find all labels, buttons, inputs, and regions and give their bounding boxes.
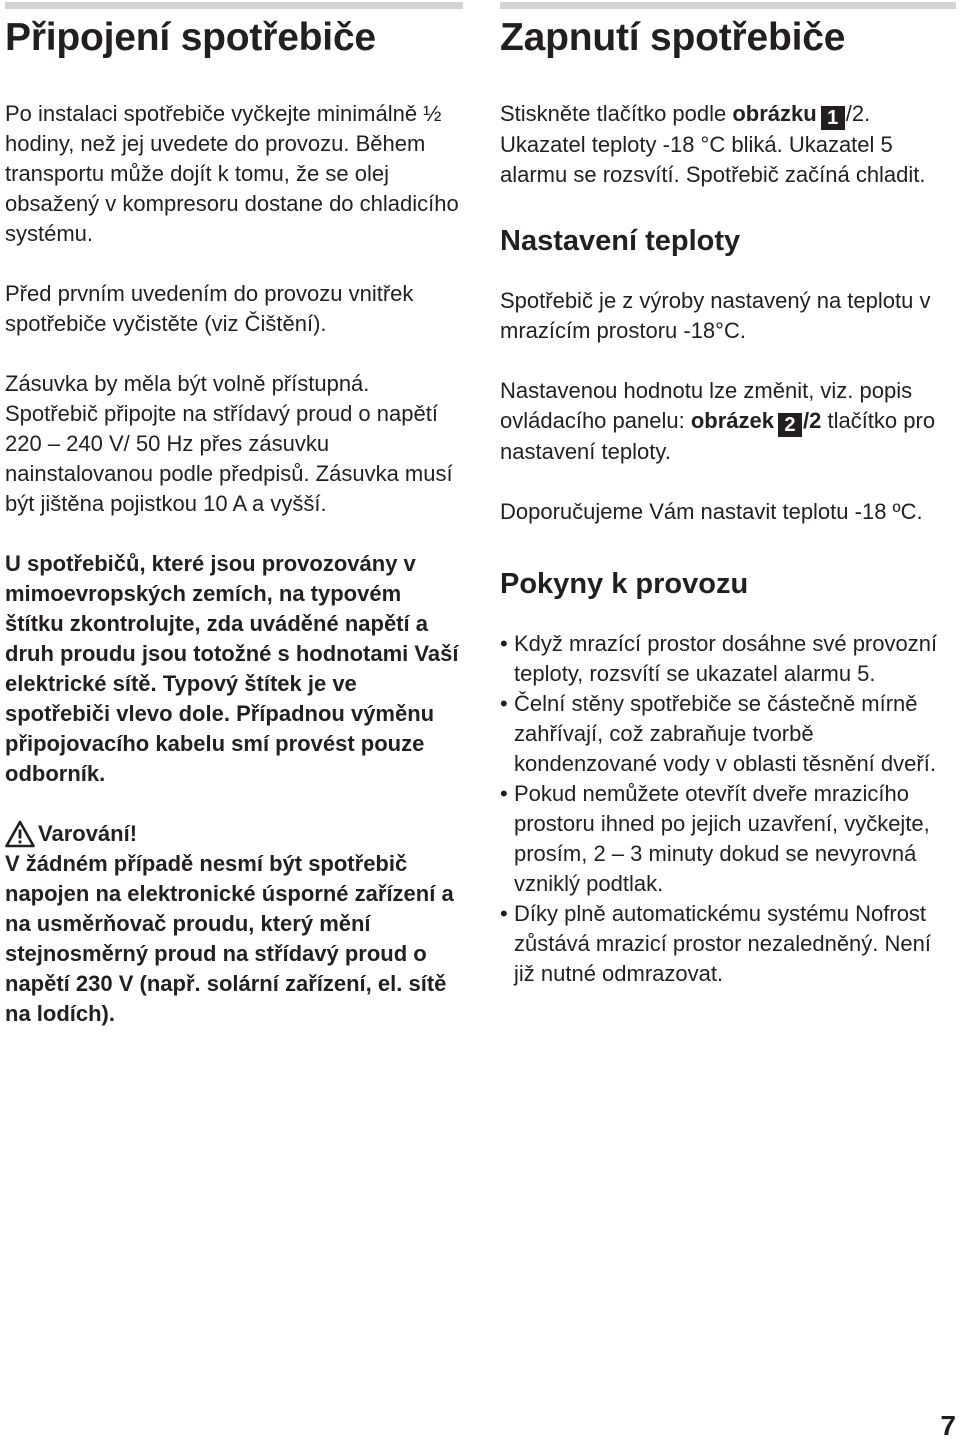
paragraph-non-european-voltage: U spotřebičů, které jsou provozovány v mimoevropských zemích, na typovém štítku zkontrolujte, zda uváděné napětí a druh proudu jsou totožné s hodnotami Vaší elektrické sítě. Typový štítek je ve spotřebiči vlevo dole. Případnou výměnu připojovacího kabelu smí provést pouze odborník.	[5, 551, 459, 786]
paragraph-factory-temperature: Spotřebič je z výroby nastavený na teplotu v mrazícím prostoru -18°C.	[500, 288, 931, 343]
section-header-bar	[5, 2, 463, 9]
list-item: • Když mrazící prostor dosáhne své provozní teploty, rozsvítí se ukazatel alarmu 5.	[500, 629, 956, 689]
operating-instructions-list	[500, 629, 956, 989]
switch-on-text-pre: Stiskněte tlačítko podle	[500, 101, 733, 126]
paragraph-clean-interior: Před prvním uvedením do provozu vnitřek spotřebiče vyčistěte (viz Čištění).	[5, 281, 414, 336]
paragraph-change-temperature	[500, 376, 956, 467]
right-column	[500, 0, 956, 989]
figure-number-badge: 2	[778, 413, 802, 437]
section-header-bar	[500, 2, 956, 9]
paragraph-socket-requirements: Zásuvka by měla být volně přístupná. Spotřebič připojte na střídavý proud o napětí 220 – 240 V/ 50 Hz přes zásuvku nainstalovanou podle předpisů. Zásuvka musí být jištěna pojistkou 10 A a vyšší.	[5, 371, 453, 516]
warning-title: Varování!	[38, 821, 138, 846]
warning-header	[5, 819, 463, 849]
warning-text: V žádném případě nesmí být spotřebič napojen na elektronické úsporné zařízení a na usměrňovač proudu, který mění stejnosměrný proud na střídavý proud o napětí 230 V (např. solární zařízení, el. sítě na lodích).	[5, 851, 454, 1026]
heading-connection: Připojení spotřebiče	[5, 16, 376, 59]
figure-reference-label: obrázek	[690, 408, 774, 433]
figure-number-badge: 1	[821, 106, 845, 130]
paragraph-wait-before-use: Po instalaci spotřebiče vyčkejte minimálně ½ hodiny, než jej uvedete do provozu. Během transportu může dojít k tomu, že se olej obsažený v kompresoru dostane do chladicího systému.	[5, 101, 459, 246]
figure-reference-label: obrázku	[732, 101, 817, 126]
figure-reference-suffix: /2	[802, 408, 822, 433]
heading-switch-on: Zapnutí spotřebiče	[500, 16, 846, 59]
switch-on-text-post: /2. Ukazatel teploty -18 °C bliká. Ukazatel 5 alarmu se rozsvítí. Spotřebič začíná chladit.	[500, 101, 926, 187]
list-item: • Díky plně automatickému systému Nofrost zůstává mrazicí prostor nezaledněný. Není již nutné odmrazovat.	[500, 899, 956, 989]
heading-temperature-setting: Nastavení teploty	[500, 225, 741, 257]
left-column	[5, 0, 463, 1029]
paragraph-recommended-temperature: Doporučujeme Vám nastavit teplotu -18 ºC.	[500, 499, 923, 524]
change-temp-text-post: tlačítko pro nastavení teploty.	[500, 408, 936, 464]
list-item: • Čelní stěny spotřebiče se částečně mírně zahřívají, což zabraňuje tvorbě kondenzované vody v oblasti těsnění dveří.	[500, 689, 956, 779]
warning-triangle-icon	[5, 820, 35, 848]
list-item: • Pokud nemůžete otevřít dveře mrazicího prostoru ihned po jejich uzavření, vyčkejte, prosím, 2 – 3 minuty dokud se nevyrovná vzniklý podtlak.	[500, 779, 956, 899]
change-temp-text-pre: Nastavenou hodnotu lze změnit, viz. popis ovládacího panelu:	[500, 378, 913, 433]
page-number: 7	[940, 1410, 956, 1441]
heading-operating-instructions: Pokyny k provozu	[500, 568, 749, 600]
paragraph-switch-on	[500, 99, 956, 190]
